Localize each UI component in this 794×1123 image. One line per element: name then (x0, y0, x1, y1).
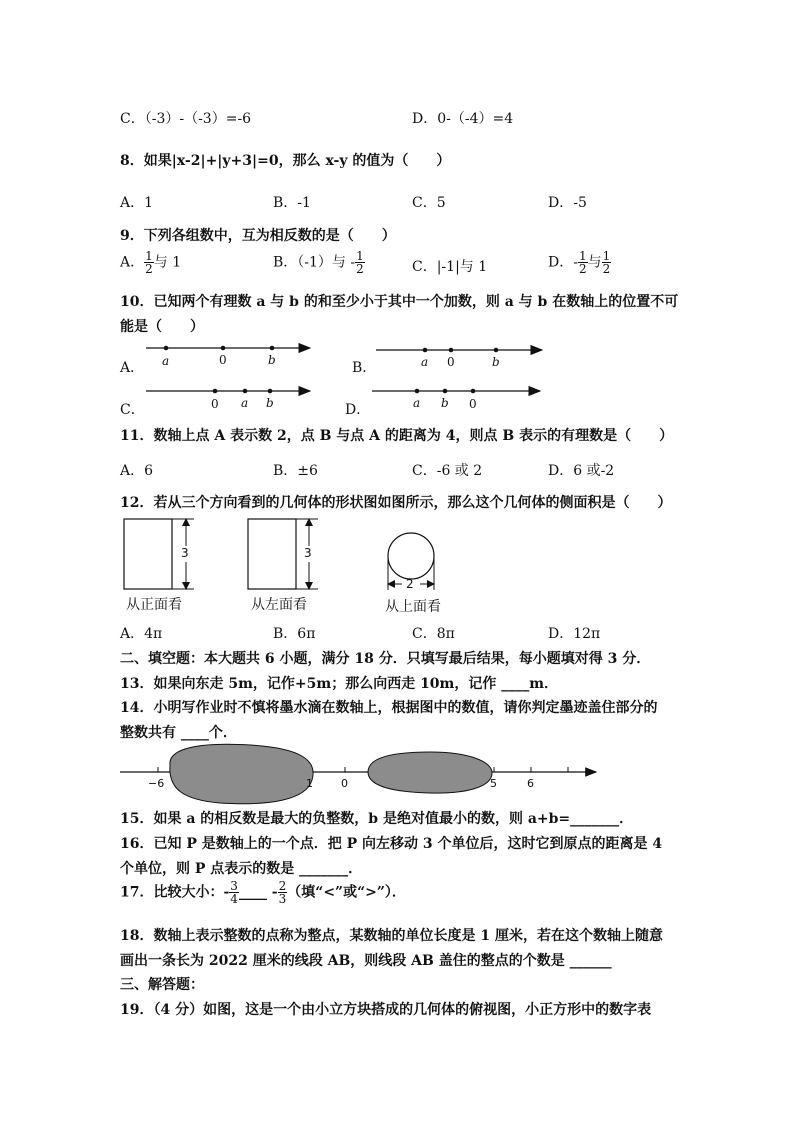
q10-b-tick-0: 0 (447, 355, 455, 369)
front-view-dim: 3 (181, 546, 189, 560)
q11-option-a: A．6 (120, 463, 154, 479)
q18-line1: 18．数轴上表示整数的点称为整点，某数轴的单位长度是 1 厘米，若在这个数轴上随意 (120, 928, 663, 944)
q7-option-c: C．（-3）-（-3）=-6 (120, 111, 252, 127)
caption-left: 从左面看 (251, 597, 307, 613)
q12-option-a: A．4π (120, 626, 163, 642)
q9-option-a: A． $\frac{1}{2}$ 与 1 (120, 249, 182, 276)
q10-b-tick-b: b (492, 355, 500, 369)
q10-option-c-label: C． (120, 402, 145, 418)
q10-c-tick-0: 0 (211, 397, 219, 411)
q7-option-d: D．0-（-4）=4 (412, 111, 514, 127)
q12-stem: 12．若从三个方向看到的几何体的形状图如图所示，那么这个几何体的侧面积是（ ） (120, 495, 672, 511)
ink-blot-right (368, 752, 492, 793)
q8-option-d: D．-5 (548, 195, 587, 211)
q11-option-d: D．6 或-2 (548, 463, 615, 479)
q8-option-c: C．5 (412, 195, 446, 211)
q17: 17．比较大小：- $\frac{3}{4}$ ____ - $\frac{2}{3}$ （填“<”或“>”）． (120, 879, 406, 906)
q11-option-c: C．-6 或 2 (412, 463, 483, 479)
q10-d-tick-0: 0 (469, 397, 477, 411)
q19: 19．（4 分）如图，这是一个由小立方块搭成的几何体的俯视图，小正方形中的数字表 (120, 1002, 652, 1018)
q10-stem-line2: 能是（ ） (120, 319, 204, 335)
tick-6: 6 (527, 777, 534, 790)
q9-option-b: B．（-1）与 - $\frac{1}{2}$ (273, 249, 364, 276)
q8-stem: 8．如果|x-2|+|y+3|=0，那么 x-y 的值为（ ） (120, 153, 451, 169)
q13: 13．如果向东走 5m，记作+5m；那么向西走 10m，记作 ____m． (120, 676, 559, 692)
q8-option-a: A．1 (120, 195, 154, 211)
q10-option-d-label: D． (345, 402, 371, 418)
top-view-dim: 2 (406, 577, 414, 591)
q14-line2: 整数共有 ____个． (120, 725, 237, 741)
q12-option-d: D．12π (548, 626, 601, 642)
tick-5: 5 (490, 777, 497, 790)
tick-neg6: −6 (148, 777, 165, 790)
section-3-heading: 三、解答题： (120, 977, 204, 993)
ink-blot-left (170, 744, 313, 803)
q10-c-tick-b: b (266, 396, 274, 410)
q10-a-tick-b: b (268, 353, 276, 367)
q10-c-tick-a: a (241, 396, 249, 410)
q10-option-b-label: B． (352, 360, 377, 376)
q16-line1: 16．已知 P 是数轴上的一个点．把 P 向左移动 3 个单位后，这时它到原点的距离是 4 (120, 836, 663, 852)
q9-option-c: C．|-1|与 1 (412, 259, 488, 275)
q9-stem: 9．下列各组数中，互为相反数的是（ ） (120, 228, 396, 244)
q12-option-b: B．6π (273, 626, 316, 642)
q10-option-a-label: A． (120, 360, 145, 376)
q10-d-tick-a: a (413, 396, 421, 410)
caption-front: 从正面看 (126, 597, 182, 613)
q10-stem-line1: 10．已知两个有理数 a 与 b 的和至少小于其中一个加数，则 a 与 b 在数轴上的位置不可 (120, 294, 679, 310)
q10-a-tick-a: a (162, 354, 170, 368)
section-2-heading: 二、填空题：本大题共 6 小题，满分 18 分．只填写最后结果，每小题填对得 3 分． (120, 651, 651, 667)
q18-line2: 画出一条长为 2022 厘米的线段 AB，则线段 AB 盖住的整点的个数是 ______ (120, 953, 612, 969)
tick-1: 1 (306, 777, 313, 790)
q14-line1: 14．小明写作业时不慎将墨水滴在数轴上，根据图中的数值，请你判定墨迹盖住部分的 (120, 700, 658, 716)
caption-top: 从上面看 (385, 599, 441, 615)
q8-option-b: B．-1 (273, 195, 311, 211)
q9-option-d: D．- $\frac{1}{2}$ 与 $\frac{1}{2}$ (548, 249, 611, 276)
q11-stem: 11．数轴上点 A 表示数 2，点 B 与点 A 的距离为 4，则点 B 表示的有理数是（ ） (120, 428, 674, 444)
q11-option-b: B．±6 (273, 463, 318, 479)
q10-a-tick-0: 0 (219, 353, 227, 367)
q10-d-tick-b: b (441, 396, 449, 410)
q15: 15．如果 a 的相反数是最大的负整数，b 是绝对值最小的数，则 a+b=_______． (120, 811, 634, 827)
q10-b-tick-a: a (421, 355, 429, 369)
q16-line2: 个单位，则 P 点表示的数是 _______． (120, 861, 363, 877)
tick-0: 0 (341, 777, 348, 790)
q12-option-c: C．8π (412, 626, 455, 642)
left-view-dim: 3 (304, 546, 312, 560)
